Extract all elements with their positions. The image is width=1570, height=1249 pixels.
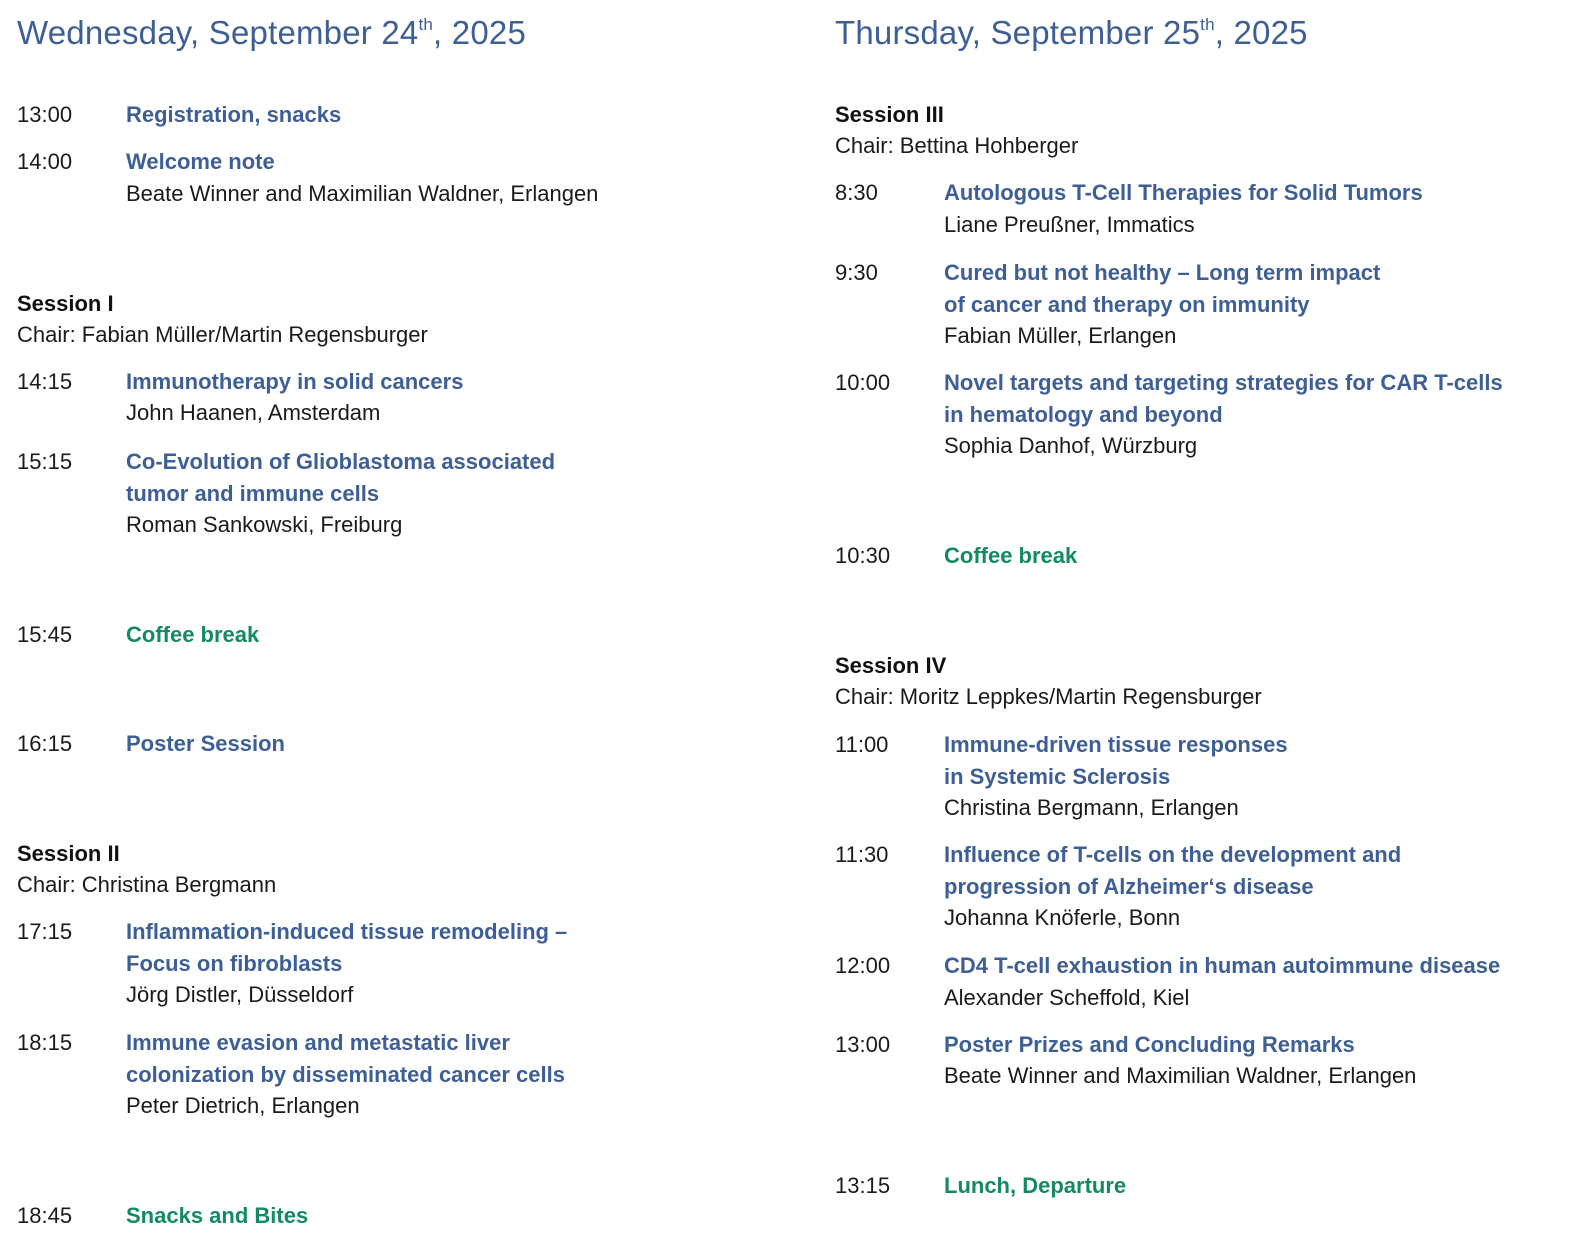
day2-title: Thursday, September 25th, 2025	[835, 14, 1308, 51]
talk-speaker: Liane Preußner, Immatics	[944, 212, 1195, 237]
time-1300: 13:00	[17, 102, 73, 127]
talk-speaker: Christina Bergmann, Erlangen	[944, 795, 1239, 820]
session-2-heading: Session II	[17, 841, 120, 866]
talk-title-line2: of cancer and therapy on immunity	[944, 292, 1310, 317]
talk-speaker: John Haanen, Amsterdam	[126, 400, 381, 425]
session-3-heading: Session III	[835, 102, 944, 127]
time-1130: 11:30	[835, 842, 889, 867]
coffee-break-title: Coffee break	[944, 543, 1078, 568]
talk-speaker: Beate Winner and Maximilian Waldner, Erlangen	[944, 1063, 1417, 1088]
time-1615: 16:15	[17, 731, 73, 756]
talk-speaker: Alexander Scheffold, Kiel	[944, 985, 1190, 1010]
day1-title: Wednesday, September 24th, 2025	[17, 14, 526, 51]
coffee-break-title: Coffee break	[126, 622, 260, 647]
time-1845: 18:45	[17, 1203, 73, 1228]
session-1-heading: Session I	[17, 291, 114, 316]
talk-speaker: Sophia Danhof, Würzburg	[944, 433, 1198, 458]
welcome-note-title: Welcome note	[126, 149, 275, 174]
time-0930: 9:30	[835, 260, 878, 285]
lunch-departure-title: Lunch, Departure	[944, 1173, 1127, 1198]
time-1415: 14:15	[17, 369, 73, 394]
talk-title-line2: progression of Alzheimer‘s disease	[944, 874, 1314, 899]
time-1300: 13:00	[835, 1032, 891, 1057]
talk-title: Influence of T-cells on the development and	[944, 842, 1402, 867]
talk-speaker: Jörg Distler, Düsseldorf	[126, 982, 354, 1007]
talk-title: Immune-driven tissue responses	[944, 732, 1288, 757]
time-1715: 17:15	[17, 919, 73, 944]
talk-title-line2: in Systemic Sclerosis	[944, 764, 1171, 789]
talk-title: CD4 T-cell exhaustion in human autoimmune disease	[944, 953, 1501, 978]
time-1400: 14:00	[17, 149, 73, 174]
session-1-chair: Chair: Fabian Müller/Martin Regensburger	[17, 322, 428, 347]
talk-title-line2: tumor and immune cells	[126, 481, 380, 506]
talk-speaker: Roman Sankowski, Freiburg	[126, 512, 403, 537]
time-1515: 15:15	[17, 449, 73, 474]
time-1100: 11:00	[835, 732, 889, 757]
registration-title: Registration, snacks	[126, 102, 342, 127]
talk-title-line2: in hematology and beyond	[944, 402, 1223, 427]
time-1030: 10:30	[835, 543, 891, 568]
talk-title-line2: Focus on fibroblasts	[126, 951, 343, 976]
time-1545: 15:45	[17, 622, 73, 647]
time-1200: 12:00	[835, 953, 891, 978]
session-4-heading: Session IV	[835, 653, 947, 678]
talk-title: Novel targets and targeting strategies for CAR T-cells	[944, 370, 1503, 395]
welcome-note-speaker: Beate Winner and Maximilian Waldner, Erlangen	[126, 181, 599, 206]
session-3-chair: Chair: Bettina Hohberger	[835, 133, 1079, 158]
poster-session-title: Poster Session	[126, 731, 285, 756]
talk-title: Cured but not healthy – Long term impact	[944, 260, 1381, 285]
talk-title: Immune evasion and metastatic liver	[126, 1030, 510, 1055]
session-2-chair: Chair: Christina Bergmann	[17, 872, 277, 897]
talk-speaker: Johanna Knöferle, Bonn	[944, 905, 1181, 930]
talk-title: Autologous T-Cell Therapies for Solid Tumors	[944, 180, 1423, 205]
talk-speaker: Peter Dietrich, Erlangen	[126, 1093, 360, 1118]
talk-title: Poster Prizes and Concluding Remarks	[944, 1032, 1355, 1057]
time-1315: 13:15	[835, 1173, 891, 1198]
talk-title: Immunotherapy in solid cancers	[126, 369, 464, 394]
snacks-title: Snacks and Bites	[126, 1203, 309, 1228]
time-1000: 10:00	[835, 370, 891, 395]
time-0830: 8:30	[835, 180, 878, 205]
talk-speaker: Fabian Müller, Erlangen	[944, 323, 1177, 348]
talk-title-line2: colonization by disseminated cancer cells	[126, 1062, 565, 1087]
talk-title: Co-Evolution of Glioblastoma associated	[126, 449, 556, 474]
time-1815: 18:15	[17, 1030, 73, 1055]
session-4-chair: Chair: Moritz Leppkes/Martin Regensburger	[835, 684, 1262, 709]
talk-title: Inflammation-induced tissue remodeling –	[126, 919, 568, 944]
